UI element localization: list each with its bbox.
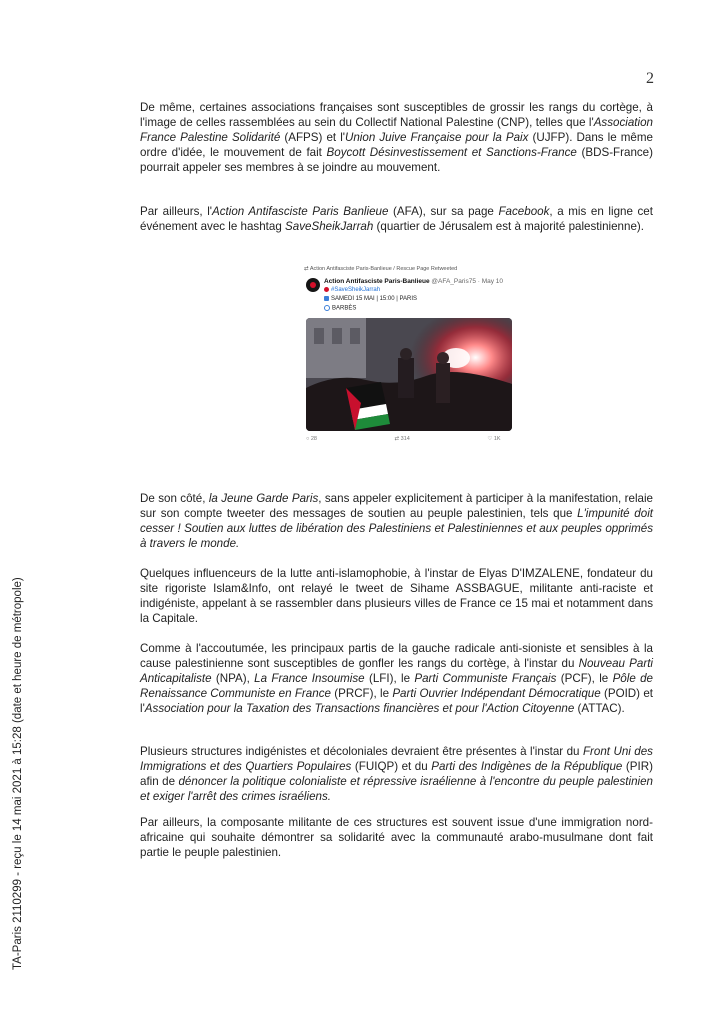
paragraph-partis: Comme à l'accoutumée, les principaux partis de la gauche radicale anti-sioniste et sensibles à la cause palestinienne sont susceptibles de gonfler les rangs du cortège, à l'instar du Nouveau Parti Anticapitaliste (NPA), La France Insoumise (LFI), le Parti Communiste Français (PCF), le Pôle de Renaissance Communiste en France (PRCF), le Parti Ouvrier Indépendant Démocratique (POID) et l'Association pour la Taxation des Transactions financières et pour l'Action Citoyenne (ATTAC). — [140, 642, 654, 715]
tweet-hashtag-line — [324, 287, 380, 293]
tweet-handle: @AFA_Paris75 · May 10 — [431, 278, 504, 285]
location-pin-icon — [324, 305, 330, 311]
paragraph-associations: De même, certaines associations françaises sont susceptibles de grossir les rangs du cortège, à l'image de celles rassemblées au sein du Collectif National Palestine (CNP), telles que l'Association France Palestine Solidarité (AFPS) et l'Union Juive Française pour la Paix (UJFP). Dans le même ordre d'idée, le mouvement de fait Boycott Désinvestissement et Sanctions-France (BDS-France) pourrait appeler ses membres à se joindre au mouvement. — [140, 101, 653, 174]
tweet-hashtag: #SaveSheikJarrah — [331, 287, 381, 294]
paragraph-afa: Par ailleurs, l'Action Antifasciste Paris Banlieue (AFA), sur sa page Facebook, a mis en ligne cet événement avec le hashtag SaveSheikJarrah (quartier de Jérusalem est à majorité palestinienne). — [140, 205, 653, 233]
calendar-icon — [324, 296, 329, 301]
tweet-date-line: SAMEDI 15 MAI | 15:00 | PARIS — [324, 296, 417, 302]
paragraph-composante-militante: Par ailleurs, la composante militante de ces structures est souvent issue d'une immigration nord-africaine qui souhaite démontrer sa solidarité avec la communauté arabo-musulmane dont fait partie le peuple palestinien. — [140, 816, 653, 859]
retweet-action[interactable]: ⇄ 314 — [394, 436, 410, 442]
tweet-protest-photo — [306, 318, 512, 431]
tweet-author: Action Antifasciste Paris-Banlieue @AFA_Paris75 · May 10 — [324, 278, 504, 285]
page-number: 2 — [646, 70, 654, 87]
embedded-tweet — [304, 266, 512, 446]
like-action[interactable]: ♡ 1K — [487, 436, 501, 442]
paragraph-structures-indigenistes: Plusieurs structures indigénistes et décoloniales devraient être présentes à l'instar du Front Uni des Immigrations et des Quartiers Populaires (FUIQP) et du Parti des Indigènes de la République (PIR) afin de dénoncer la politique colonialiste et répressive israélienne à l'encontre du peuple palestinien et exiger l'arrêt des crimes israéliens. — [140, 745, 653, 803]
paragraph-jeune-garde: De son côté, la Jeune Garde Paris, sans appeler explicitement à participer à la manifestation, relaie sur son compte tweeter des messages de soutien au peuple palestinien, tels que L'impunité doit cesser ! Soutien aux luttes de libération des Palestiniens et Palestiniennes et aux peuples opprimés à travers le monde. — [140, 492, 653, 550]
tweet-retweet-line: ⇄ Action Antifasciste Paris-Banlieue / Rescue Page Retweeted — [304, 266, 458, 272]
red-circle-icon — [324, 287, 329, 292]
tweet-place-line: BARBÈS — [324, 305, 356, 312]
protest-scene-illustration — [306, 318, 512, 431]
tweet-actions — [306, 436, 577, 442]
reply-action[interactable]: ○ 28 — [306, 436, 317, 442]
tweet-avatar — [306, 278, 320, 292]
paragraph-influenceurs: Quelques influenceurs de la lutte anti-islamophobie, à l'instar de Elyas D'IMZALENE, fondateur du site rigoriste Islam&Info, ont relayé le tweet de Sihame ASSBAGUE, militante anti-raciste et indigéniste, appelant à se rassembler dans plusieurs villes de France ce 15 mai et notamment dans la Capitale. — [140, 567, 653, 625]
side-reception-stamp: TA-Paris 2110299 - reçu le 14 mai 2021 à 15:28 (date et heure de métropole) — [12, 577, 24, 970]
